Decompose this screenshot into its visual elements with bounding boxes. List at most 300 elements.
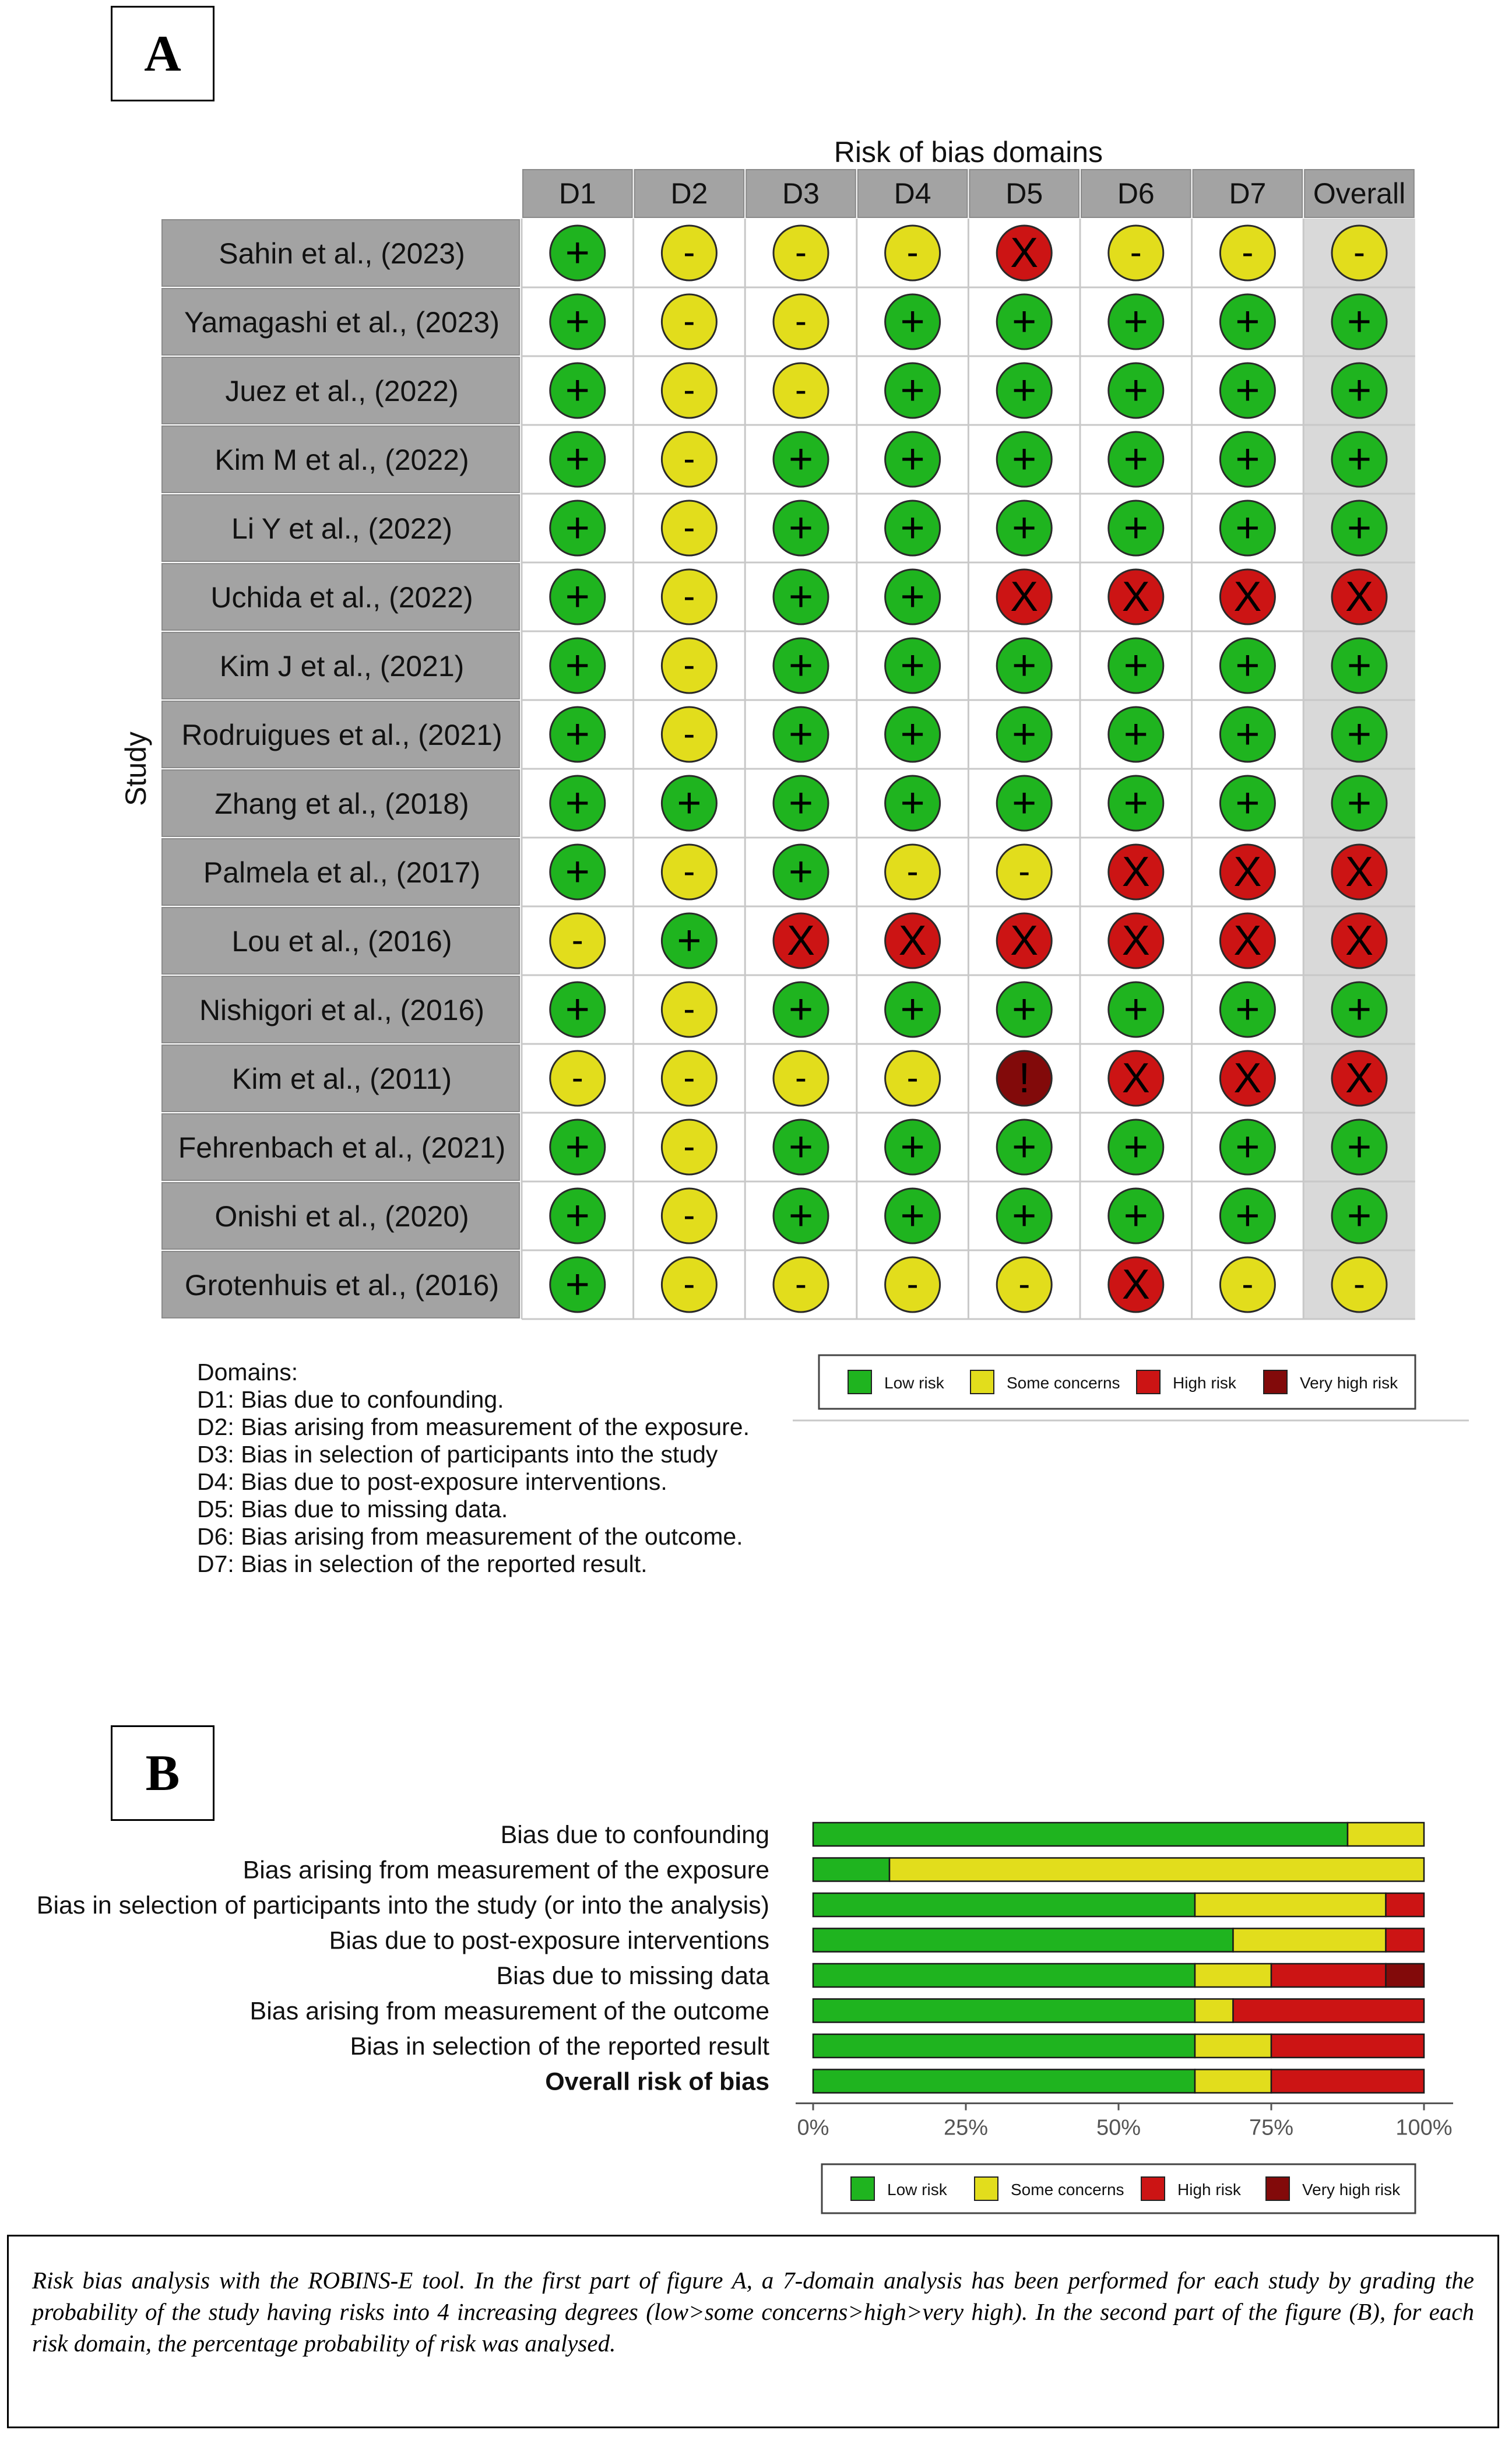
rating-symbol: +	[677, 917, 702, 964]
rating-symbol: +	[565, 986, 590, 1033]
rating-symbol: -	[795, 370, 807, 409]
rating-marker-low	[1109, 1120, 1163, 1174]
rating-marker-low	[662, 776, 716, 831]
legend-label-vhigh: Very high risk	[1302, 2181, 1401, 2199]
rating-marker-low	[1332, 294, 1387, 349]
rating-marker-some	[662, 638, 716, 693]
study-label: Kim et al., (2011)	[231, 1063, 452, 1095]
domain-definition: D6: Bias arising from measurement of the outcome.	[197, 1523, 743, 1550]
rating-symbol: +	[1346, 780, 1372, 827]
rating-symbol: +	[1346, 986, 1372, 1033]
rating-symbol: +	[900, 436, 925, 483]
rating-symbol: +	[565, 367, 590, 414]
rating-marker-high	[1220, 1051, 1275, 1106]
rating-marker-low	[885, 363, 940, 418]
rating-marker-some	[885, 226, 940, 280]
column-header-d3: D3	[782, 177, 820, 210]
column-header-d7: D7	[1229, 177, 1267, 210]
rating-marker-some	[662, 1120, 716, 1174]
chart-title: Risk of bias domains	[834, 136, 1103, 168]
bar-segment-some	[1195, 2034, 1271, 2058]
rating-marker-low	[773, 845, 828, 899]
rating-symbol: +	[1235, 1193, 1260, 1239]
rating-symbol: X	[1121, 1055, 1150, 1102]
rating-symbol: +	[1012, 986, 1037, 1033]
rating-symbol: -	[683, 645, 695, 684]
rating-symbol: +	[1012, 711, 1037, 758]
figure-caption: Risk bias analysis with the ROBINS-E tool. In the first part of figure A, a 7-domain analysis has been performed for each study by grading the probability of the study having risks into 4 increasing degrees (low>some concerns>high>very high). In the second part of the figure (B), for each risk domain, the percentage probability of risk was analysed.	[7, 2235, 1499, 2428]
rating-symbol: !	[1018, 1055, 1031, 1102]
rating-marker-low	[885, 501, 940, 555]
rating-symbol: -	[683, 508, 695, 547]
rating-symbol: X	[1010, 230, 1039, 276]
rating-marker-some	[662, 363, 716, 418]
rating-marker-high	[773, 913, 828, 968]
rating-marker-low	[997, 1188, 1052, 1243]
study-label: Fehrenbach et al., (2021)	[178, 1131, 506, 1164]
column-header-overall: Overall	[1313, 177, 1406, 210]
bar-segment-some	[1195, 1999, 1233, 2023]
rating-marker-low	[1332, 707, 1387, 762]
rating-marker-some	[1332, 226, 1387, 280]
rating-symbol: -	[571, 920, 583, 959]
rating-marker-some	[662, 982, 716, 1037]
rating-marker-low	[885, 982, 940, 1037]
rating-marker-high	[1109, 569, 1163, 624]
rating-marker-low	[997, 638, 1052, 693]
rating-symbol: +	[788, 436, 814, 483]
rating-symbol: -	[906, 1058, 919, 1097]
rating-symbol: -	[683, 1195, 695, 1235]
legend-swatch-high	[1137, 1370, 1160, 1394]
rating-marker-some	[662, 569, 716, 624]
rating-marker-low	[550, 226, 605, 280]
category-label: Bias in selection of participants into the study (or into the analysis)	[36, 1891, 769, 1919]
rating-symbol: +	[1012, 505, 1037, 551]
risk-of-bias-summary-bar-chart	[0, 1690, 1512, 2215]
bar-segment-high	[1386, 1893, 1425, 1916]
rating-symbol: -	[1353, 233, 1365, 272]
domain-definition: D1: Bias due to confounding.	[197, 1386, 504, 1413]
rating-symbol: X	[1233, 574, 1262, 620]
rating-marker-some	[997, 1257, 1052, 1312]
bar-segment-high	[1271, 2034, 1424, 2058]
rating-marker-some	[662, 1188, 716, 1243]
rating-symbol: +	[1346, 642, 1372, 689]
legend-label-some: Some concerns	[1007, 1374, 1120, 1392]
rating-symbol: +	[565, 1261, 590, 1308]
rating-marker-low	[1220, 982, 1275, 1037]
legend-swatch-low	[848, 1370, 871, 1394]
rating-marker-low	[997, 982, 1052, 1037]
rating-marker-high	[997, 226, 1052, 280]
rating-symbol: +	[1012, 780, 1037, 827]
rating-symbol: -	[683, 852, 695, 891]
rating-symbol: +	[1123, 986, 1148, 1033]
rating-symbol: +	[1235, 986, 1260, 1033]
rating-symbol: +	[788, 1193, 814, 1239]
legend-swatch-some	[971, 1370, 994, 1394]
bar-segment-low	[813, 1823, 1348, 1846]
rating-marker-high	[1109, 845, 1163, 899]
rating-marker-low	[773, 638, 828, 693]
rating-marker-high	[1332, 845, 1387, 899]
rating-marker-low	[773, 501, 828, 555]
rating-symbol: +	[565, 505, 590, 551]
study-label: Nishigori et al., (2016)	[199, 994, 485, 1026]
rating-marker-some	[662, 501, 716, 555]
rating-marker-some	[662, 294, 716, 349]
rating-symbol: X	[1345, 574, 1374, 620]
legend-swatch-low	[851, 2177, 874, 2200]
rating-marker-some	[1332, 1257, 1387, 1312]
study-label: Sahin et al., (2023)	[219, 237, 465, 270]
rating-symbol: X	[1233, 849, 1262, 895]
rating-symbol: -	[683, 1058, 695, 1097]
rating-marker-low	[1332, 1120, 1387, 1174]
rating-symbol: X	[1233, 1055, 1262, 1102]
bar-segment-low	[813, 2070, 1195, 2093]
rating-marker-low	[1332, 1188, 1387, 1243]
bar-segment-high	[1386, 1929, 1425, 1952]
rating-symbol: +	[565, 780, 590, 827]
legend-label-low: Low risk	[887, 2181, 947, 2199]
rating-symbol: X	[1121, 574, 1150, 620]
rating-marker-some	[1109, 226, 1163, 280]
study-label: Zhang et al., (2018)	[215, 787, 469, 820]
rating-marker-low	[997, 1120, 1052, 1174]
legend-swatch-some	[975, 2177, 998, 2200]
rating-symbol: +	[1123, 711, 1148, 758]
study-label: Kim M et al., (2022)	[215, 444, 469, 476]
rating-marker-high	[885, 913, 940, 968]
rating-marker-low	[885, 1120, 940, 1174]
rating-symbol: -	[906, 233, 919, 272]
rating-symbol: +	[788, 505, 814, 551]
rating-symbol: X	[1121, 849, 1150, 895]
bar-segment-some	[1195, 2070, 1271, 2093]
rating-symbol: +	[1235, 642, 1260, 689]
rating-symbol: +	[1123, 1193, 1148, 1239]
rating-marker-some	[662, 432, 716, 487]
legend-label-some: Some concerns	[1011, 2181, 1124, 2199]
rating-marker-low	[1332, 982, 1387, 1037]
x-tick-label: 75%	[1249, 2115, 1294, 2140]
rating-symbol: +	[1123, 436, 1148, 483]
rating-marker-low	[885, 569, 940, 624]
legend-label-high: High risk	[1177, 2181, 1241, 2199]
category-label: Overall risk of bias	[545, 2067, 769, 2096]
rating-marker-low	[885, 1188, 940, 1243]
rating-marker-low	[997, 294, 1052, 349]
rating-symbol: +	[900, 1193, 925, 1239]
rating-marker-low	[997, 707, 1052, 762]
rating-marker-low	[1332, 432, 1387, 487]
rating-marker-some	[550, 913, 605, 968]
bar-segment-high	[1271, 2070, 1424, 2093]
rating-marker-low	[550, 432, 605, 487]
rating-symbol: -	[1130, 233, 1142, 272]
column-header-d6: D6	[1117, 177, 1155, 210]
rating-symbol: +	[565, 1124, 590, 1170]
study-label: Onishi et al., (2020)	[215, 1200, 469, 1233]
rating-symbol: +	[900, 505, 925, 551]
rating-marker-some	[773, 294, 828, 349]
rating-marker-vhigh	[997, 1051, 1052, 1106]
rating-marker-low	[773, 1188, 828, 1243]
rating-symbol: -	[795, 233, 807, 272]
rating-marker-low	[550, 294, 605, 349]
legend-swatch-high	[1141, 2177, 1165, 2200]
rating-symbol: +	[1012, 298, 1037, 345]
rating-symbol: +	[1346, 1193, 1372, 1239]
rating-symbol: X	[898, 917, 927, 964]
bar-segment-some	[1233, 1929, 1386, 1952]
bar-segment-high	[1271, 1964, 1386, 1987]
rating-symbol: X	[786, 917, 815, 964]
rating-marker-some	[662, 1257, 716, 1312]
bar-segment-some	[1348, 1823, 1424, 1846]
rating-marker-high	[1220, 845, 1275, 899]
column-header-d4: D4	[894, 177, 931, 210]
rating-symbol: X	[1010, 574, 1039, 620]
rating-symbol: +	[565, 436, 590, 483]
rating-symbol: +	[565, 574, 590, 620]
rating-symbol: +	[1235, 1124, 1260, 1170]
bar-segment-some	[889, 1858, 1424, 1882]
rating-symbol: X	[1121, 917, 1150, 964]
rating-marker-low	[1332, 363, 1387, 418]
rating-marker-low	[885, 707, 940, 762]
rating-marker-low	[550, 982, 605, 1037]
rating-symbol: -	[795, 301, 807, 340]
rating-marker-some	[550, 1051, 605, 1106]
column-header-d1: D1	[558, 177, 596, 210]
rating-marker-low	[1109, 776, 1163, 831]
study-label: Kim J et al., (2021)	[219, 650, 465, 683]
rating-symbol: +	[1012, 1124, 1037, 1170]
study-label: Grotenhuis et al., (2016)	[184, 1269, 500, 1302]
rating-symbol: +	[1235, 436, 1260, 483]
rating-symbol: +	[565, 230, 590, 276]
bar-segment-vhigh	[1386, 1964, 1425, 1987]
rating-marker-low	[997, 501, 1052, 555]
study-label: Li Y et al., (2022)	[231, 512, 452, 545]
rating-symbol: +	[1123, 642, 1148, 689]
rating-symbol: +	[1346, 711, 1372, 758]
rating-symbol: -	[1242, 1264, 1254, 1303]
rating-symbol: +	[1235, 367, 1260, 414]
rating-marker-some	[662, 1051, 716, 1106]
rating-marker-high	[1220, 913, 1275, 968]
legend-label-low: Low risk	[884, 1374, 944, 1392]
domain-definition: D5: Bias due to missing data.	[197, 1496, 508, 1522]
rating-symbol: -	[683, 576, 695, 616]
rating-symbol: X	[1233, 917, 1262, 964]
rating-marker-low	[550, 1188, 605, 1243]
rating-marker-low	[1109, 638, 1163, 693]
bar-segment-some	[1195, 1893, 1386, 1916]
domain-definition: D3: Bias in selection of participants into the study	[197, 1441, 718, 1468]
rating-marker-low	[773, 776, 828, 831]
bar-segment-low	[813, 1964, 1195, 1987]
rating-marker-some	[1220, 1257, 1275, 1312]
rating-symbol: -	[683, 989, 695, 1028]
category-label: Bias arising from measurement of the exposure	[242, 1856, 769, 1884]
rating-marker-some	[885, 1051, 940, 1106]
x-tick-label: 0%	[797, 2115, 829, 2140]
rating-marker-low	[885, 638, 940, 693]
rating-symbol: -	[1018, 1264, 1031, 1303]
rating-symbol: +	[677, 780, 702, 827]
rating-marker-some	[773, 363, 828, 418]
rating-symbol: +	[1123, 367, 1148, 414]
bar-segment-low	[813, 1893, 1195, 1916]
bar-segment-high	[1233, 1999, 1425, 2023]
study-label: Juez et al., (2022)	[225, 375, 459, 407]
rating-marker-high	[997, 569, 1052, 624]
rating-marker-some	[997, 845, 1052, 899]
rating-symbol: +	[788, 849, 814, 895]
rating-marker-low	[885, 776, 940, 831]
rating-symbol: +	[1123, 505, 1148, 551]
column-header-d2: D2	[670, 177, 708, 210]
rating-symbol: +	[900, 642, 925, 689]
rating-marker-low	[550, 776, 605, 831]
rating-marker-low	[1220, 294, 1275, 349]
rating-marker-low	[1332, 501, 1387, 555]
rating-marker-high	[1109, 913, 1163, 968]
domain-definition: D7: Bias in selection of the reported result.	[197, 1550, 648, 1577]
category-label: Bias in selection of the reported result	[350, 2032, 769, 2060]
rating-marker-low	[1109, 707, 1163, 762]
rating-marker-high	[1332, 569, 1387, 624]
legend-swatch-vhigh	[1266, 2177, 1289, 2200]
rating-symbol: -	[683, 301, 695, 340]
rating-marker-low	[1220, 432, 1275, 487]
rating-symbol: -	[683, 1127, 695, 1166]
rating-symbol: +	[788, 711, 814, 758]
study-label: Uchida et al., (2022)	[210, 581, 473, 614]
rating-marker-low	[773, 707, 828, 762]
rating-symbol: +	[900, 1124, 925, 1170]
rating-marker-low	[1109, 363, 1163, 418]
rating-symbol: +	[1346, 505, 1372, 551]
y-axis-label: Study	[119, 732, 152, 806]
rating-symbol: +	[565, 711, 590, 758]
rating-marker-low	[1109, 982, 1163, 1037]
rating-marker-low	[1109, 432, 1163, 487]
x-tick-label: 50%	[1096, 2115, 1141, 2140]
rating-symbol: +	[1012, 367, 1037, 414]
study-label: Palmela et al., (2017)	[203, 856, 481, 889]
legend-label-high: High risk	[1173, 1374, 1236, 1392]
rating-marker-high	[1332, 1051, 1387, 1106]
rating-marker-low	[1220, 1120, 1275, 1174]
rating-symbol: -	[571, 1058, 583, 1097]
bar-segment-low	[813, 1929, 1233, 1952]
rating-symbol: +	[900, 711, 925, 758]
rating-marker-low	[550, 638, 605, 693]
category-label: Bias due to post-exposure interventions	[329, 1926, 769, 1955]
rating-marker-low	[550, 1120, 605, 1174]
rating-symbol: -	[795, 1058, 807, 1097]
rating-marker-low	[1109, 501, 1163, 555]
rating-marker-high	[997, 913, 1052, 968]
rating-symbol: +	[788, 780, 814, 827]
bar-segment-some	[1195, 1964, 1271, 1987]
category-label: Bias due to missing data	[496, 1962, 769, 1990]
rating-marker-low	[997, 776, 1052, 831]
rating-marker-low	[1220, 638, 1275, 693]
rating-marker-low	[550, 501, 605, 555]
rating-marker-some	[773, 226, 828, 280]
category-label: Bias due to confounding	[500, 1821, 769, 1849]
rating-symbol: -	[1018, 852, 1031, 891]
rating-symbol: -	[906, 852, 919, 891]
rating-symbol: X	[1345, 1055, 1374, 1102]
legend-swatch-vhigh	[1264, 1370, 1287, 1394]
rating-symbol: +	[900, 574, 925, 620]
rating-symbol: +	[1346, 298, 1372, 345]
rating-marker-low	[773, 1120, 828, 1174]
rating-marker-low	[1332, 776, 1387, 831]
rating-symbol: +	[1346, 436, 1372, 483]
rating-marker-low	[773, 982, 828, 1037]
bar-segment-low	[813, 1999, 1195, 2023]
rating-symbol: +	[1123, 1124, 1148, 1170]
rating-symbol: +	[1123, 780, 1148, 827]
rating-symbol: +	[788, 574, 814, 620]
rating-symbol: +	[788, 642, 814, 689]
rating-symbol: +	[565, 642, 590, 689]
domain-definition: D2: Bias arising from measurement of the exposure.	[197, 1413, 750, 1440]
rating-symbol: -	[683, 1264, 695, 1303]
rating-symbol: -	[683, 714, 695, 753]
rating-marker-high	[1109, 1257, 1163, 1312]
rating-symbol: +	[565, 849, 590, 895]
rating-marker-low	[773, 432, 828, 487]
rating-symbol: X	[1345, 849, 1374, 895]
rating-marker-low	[1220, 707, 1275, 762]
rating-marker-some	[885, 1257, 940, 1312]
rating-marker-low	[1332, 638, 1387, 693]
study-label: Rodruigues et al., (2021)	[181, 719, 502, 751]
x-tick-label: 100%	[1395, 2115, 1453, 2140]
rating-symbol: +	[1012, 642, 1037, 689]
rating-symbol: +	[1123, 298, 1148, 345]
rating-symbol: +	[900, 780, 925, 827]
rating-marker-some	[662, 707, 716, 762]
rating-marker-high	[1109, 1051, 1163, 1106]
bar-segment-low	[813, 2034, 1195, 2058]
rating-symbol: -	[1242, 233, 1254, 272]
rating-marker-some	[885, 845, 940, 899]
legend-label-vhigh: Very high risk	[1300, 1374, 1398, 1392]
rating-marker-low	[885, 432, 940, 487]
rating-marker-low	[1109, 1188, 1163, 1243]
rating-symbol: +	[900, 298, 925, 345]
rating-symbol: +	[788, 1124, 814, 1170]
study-label: Yamagashi et al., (2023)	[184, 306, 500, 339]
rating-symbol: -	[683, 439, 695, 478]
rating-marker-some	[773, 1051, 828, 1106]
rating-marker-high	[1332, 913, 1387, 968]
rating-marker-low	[550, 707, 605, 762]
rating-marker-low	[550, 363, 605, 418]
domains-heading: Domains:	[197, 1359, 298, 1385]
bar-segment-low	[813, 1858, 889, 1882]
